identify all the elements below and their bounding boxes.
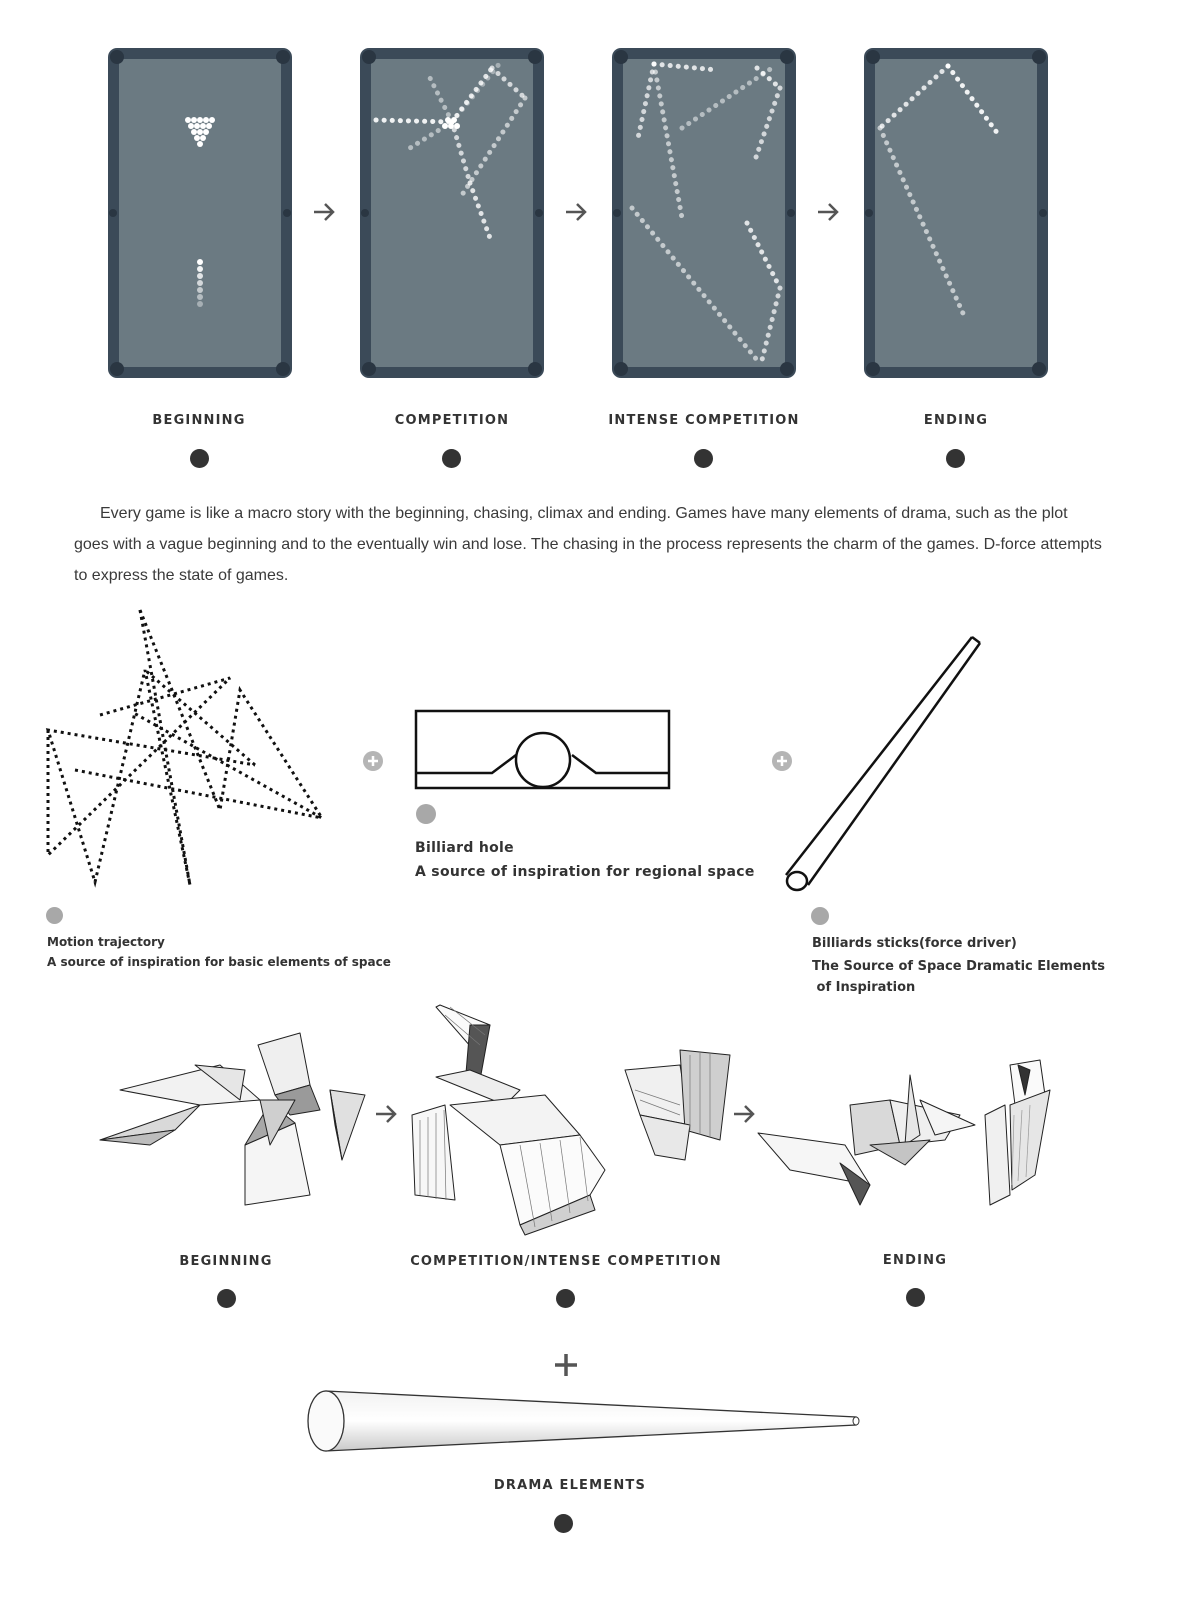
billiard-tables-row [0,0,1180,400]
stage-marker-dot [694,449,713,468]
stage-label-beginning-bottom: BEGINNING [179,1254,273,1269]
element-marker-dot [46,907,63,924]
stage-label-beginning: BEGINNING [152,413,246,428]
billiard-hole-drawing [410,700,680,800]
element-marker-dot [416,804,436,824]
arrow-right-icon [314,204,333,220]
stage-label-ending: ENDING [923,413,989,428]
caption-billiard-hole: Billiard hole A source of inspiration for regional space [415,840,755,880]
table-competition [360,48,544,378]
stage-marker-dot [906,1288,925,1307]
stage-label-intense-competition: INTENSE COMPETITION [608,413,800,428]
stage-marker-dot [217,1289,236,1308]
form-competition [412,1005,730,1235]
stage-marker-dot [190,449,209,468]
motion-trajectory-drawing [30,600,340,900]
form-ending [758,1060,1050,1205]
plus-icon [553,1352,579,1378]
stage-marker-dot [946,449,965,468]
element-marker-dot [811,907,829,925]
drama-elements-label: DRAMA ELEMENTS [493,1478,647,1493]
stage-label-competition-intense: COMPETITION/INTENSE COMPETITION [410,1254,722,1269]
stage-label-competition: COMPETITION [394,413,510,428]
stage-marker-dot [556,1289,575,1308]
spatial-forms-row [0,995,1180,1245]
table-beginning [108,48,292,378]
arrow-right-icon [566,204,585,220]
table-intense-competition [612,48,796,378]
table-ending [864,48,1048,378]
stage-marker-dot [554,1514,573,1533]
caption-billiard-sticks: Billiards sticks(force driver) The Source of Space Dramatic Elements of Inspiration [812,936,1105,995]
plus-circle-icon [362,750,384,772]
arrow-right-icon [818,204,837,220]
stage-label-ending-bottom: ENDING [882,1253,948,1268]
arrow-right-icon [376,1106,395,1122]
description-paragraph: Every game is like a macro story with the beginning, chasing, climax and ending. Games have many elements of drama, such as the plot goes with a vague beginning and to the eventually win and lose. The chasing in the process represents the charm of the games. D-force attempts to express the state of games. [74,505,1102,584]
caption-motion-trajectory: Motion trajectory A source of inspiration for basic elements of space [47,935,391,969]
billiard-stick-drawing [780,625,990,900]
arrow-right-icon [734,1106,753,1122]
form-beginning [100,1033,365,1205]
stage-marker-dot [442,449,461,468]
drama-cone-drawing [300,1385,870,1455]
